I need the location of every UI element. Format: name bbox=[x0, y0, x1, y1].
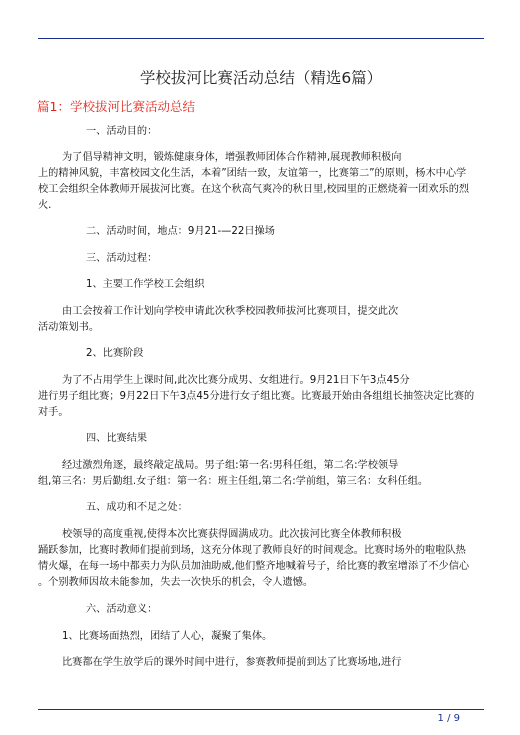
body-line: 活动策划书。 bbox=[38, 322, 100, 333]
body-line: 一、活动目的： bbox=[86, 126, 158, 137]
body-line: 1、比赛场面热烈，团结了人心，凝聚了集体。 bbox=[62, 631, 273, 642]
footer-rule bbox=[38, 709, 484, 710]
body-line: 组,第三名：男后勤组.女子组：第一名：班主任组,第二名:学前组，第三名：女科任组。 bbox=[38, 476, 429, 487]
body-line: 三、活动过程： bbox=[86, 253, 158, 264]
body-line: 为了不占用学生上课时间,此次比赛分成男、女组进行。9月21日下午3点45分 bbox=[62, 375, 410, 386]
body-line: 五、成功和不足之处： bbox=[86, 502, 188, 513]
body-line: 2、比赛阶段 bbox=[86, 348, 144, 359]
body-line: 上的精神风貌，丰富校园文化生活，本着”团结一致，友谊第一，比赛第二”的原则，杨木中心学 bbox=[38, 168, 467, 179]
body-line: 火. bbox=[38, 200, 52, 211]
body-line: 经过激烈角逐，最终敲定战局。男子组:第一名:男科任组，第二名:学校领导 bbox=[62, 460, 399, 471]
body-line: 踊跃参加，比赛时教师们提前到场，这充分体现了教师良好的时间观念。比赛时场外的啦啦队热 bbox=[38, 545, 466, 556]
body-line: 校工会组织全体教师开展拔河比赛。在这个秋高气爽冷的秋日里,校园里的正燃烧着一团欢乐的烈 bbox=[38, 184, 470, 195]
body-line: 为了倡导精神文明，锻炼健康身体，增强教师团体合作精神,展现教师积极向 bbox=[62, 152, 402, 163]
section-heading: 篇1：学校拔河比赛活动总结 bbox=[37, 99, 195, 114]
body-line: 1、主要工作学校工会组织 bbox=[86, 279, 205, 290]
body-line: 对手。 bbox=[38, 407, 69, 418]
body-line: 。个别教师因故未能参加，失去一次快乐的机会，令人遗憾。 bbox=[38, 577, 314, 588]
body-line: 二、活动时间，地点：9月21-—22日操场 bbox=[86, 226, 275, 237]
body-line: 比赛都在学生放学后的课外时间中进行，参赛教师提前到达了比赛场地,进行 bbox=[62, 657, 402, 668]
header-rule bbox=[38, 38, 484, 39]
body-line: 由工会按着工作计划向学校申请此次秋季校园教师拔河比赛项目，提交此次 bbox=[62, 306, 399, 317]
body-line: 进行男子组比赛；9月22日下午3点45分进行女子组比赛。比赛最开始由各组组长抽签决定比赛的 bbox=[38, 391, 475, 402]
body-line: 校领导的高度重视,使得本次比赛获得圆满成功。此次拔河比赛全体教师积极 bbox=[62, 529, 402, 540]
document-title: 学校拔河比赛活动总结（精选6篇） bbox=[139, 69, 383, 87]
page-indicator: 1 / 9 bbox=[437, 713, 460, 724]
body-line: 情火爆，在每一场中都卖力为队员加油助威,他们整齐地喊着号子，给比赛的教室增添了不少信心 bbox=[38, 561, 470, 572]
body-line: 四、比赛结果 bbox=[86, 433, 148, 444]
body-line: 六、活动意义： bbox=[86, 604, 158, 615]
